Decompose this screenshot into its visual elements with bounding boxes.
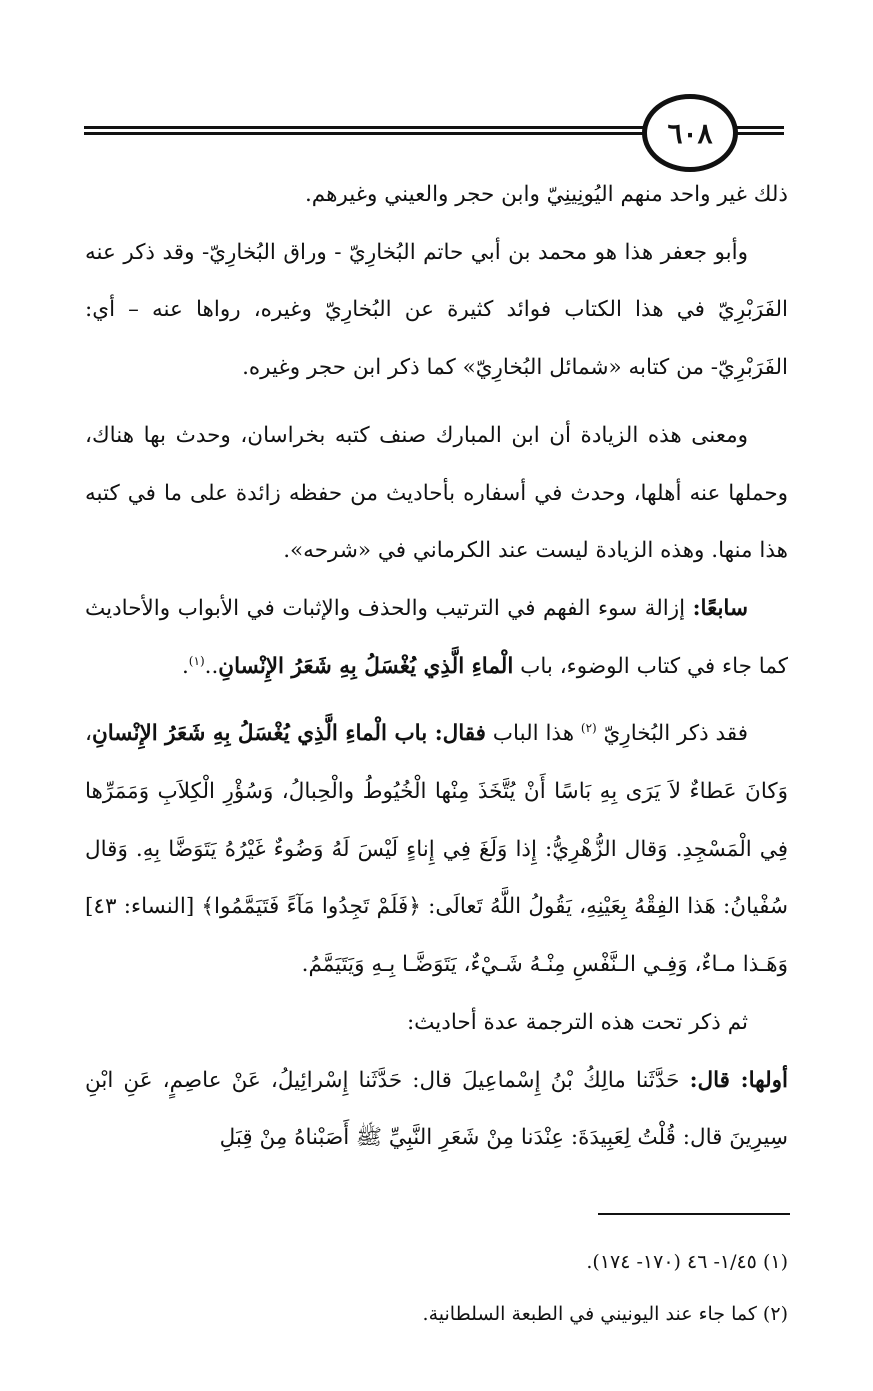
footnote-rule: [598, 1213, 790, 1215]
section-lead: سابعًا:: [692, 595, 748, 621]
paragraph-2: وأبو جعفر هذا هو محمد بن أبي حاتم البُخارِيّ - وراق البُخارِيّ- وقد ذكر عنه الفَرَبْرِيّ في هذا الكتاب فوائد كثيرة عن البُخارِيّ وغيره، رواها عنه – أي: الفَرَبْرِيّ- من كتابه «شمائل البُخارِيّ» كما ذكر ابن حجر وغيره.: [85, 239, 788, 381]
footnote-ref: (٢): [580, 721, 597, 736]
page-number: ٦٠٨: [667, 116, 713, 150]
paragraph-5: فقد ذكر البُخارِيّ $^{(٢)}$ هذا الباب فقال: باب الْماءِ الَّذِي يُغْسَلُ بِهِ شَعَرُ الإِنْسانِ، وَكانَ عَطاءٌ لاَ يَرَى بِهِ بَاسًا أَنْ يُتَّخَذَ مِنْها الْخُيُوطُ والْحِبالُ، وَسُؤْرِ الْكِلاَبِ وَمَمَرِّها فِي الْمَسْجِدِ. وَقال الزُّهْرِيُّ: إِذا وَلَغَ فِي إِناءٍ لَيْسَ لَهُ وَضُوءٌ غَيْرُهُ يَتَوَضَّا بِهِ. وَقال سُفْيانُ: هَذا الفِقْهُ بِعَيْنِهِ، يَقُولُ اللَّهُ تَعالَى: ﴿فَلَمْ تَجِدُوا مَآءً فَتَيَمَّمُوا﴾ [النساء: ٤٣] وَهَـذا مـاءٌ، وَفِـي الـنَّفْسِ مِنْـهُ شَـيْءٌ، يَتَوَضَّـا بِـهِ وَيَتَيَمَّمُ.: [85, 721, 788, 978]
footnote-2: (٢) كما جاء عند اليونيني في الطبعة السلطانية.: [422, 1303, 788, 1325]
main-text: [85, 166, 788, 1167]
paragraph-7: أولها: قال: حَدَّثَنا مالِكُ بْنُ إِسْماعِيلَ قال: حَدَّثَنا إِسْرائِيلُ، عَنْ عاصِمٍ، عَنِ ابْنِ سِيرِينَ قال: قُلْتُ لِعَبِيدَةَ: عِنْدَنا مِنْ شَعَرِ النَّبِيِّ ﷺ أَصَبْناهُ مِنْ قِبَلِ: [85, 1067, 788, 1151]
page-number-badge: [642, 94, 738, 172]
paragraph-6: ثم ذكر تحت هذه الترجمة عدة أحاديث:: [406, 1009, 748, 1035]
paragraph-3: ومعنى هذه الزيادة أن ابن المبارك صنف كتبه بخراسان، وحدث بها هناك، وحملها عنه أهلها، وحدث في أسفاره بأحاديث من حفظه زائدة على ما في كتبه هذا منها. وهذه الزيادة ليست عند الكرماني في «شرحه».: [85, 422, 788, 564]
chapter-title: فقال: باب الْماءِ الَّذِي يُغْسَلُ بِهِ شَعَرُ الإِنْسانِ: [91, 721, 486, 747]
section-lead: أولها: قال:: [689, 1067, 788, 1093]
chapter-title: الْماءِ الَّذِي يُغْسَلُ بِهِ شَعَرُ الإِنْسانِ: [218, 653, 514, 679]
footnote-1: (١) ١/٤٥- ٤٦ (١٧٠- ١٧٤).: [586, 1251, 788, 1273]
page-header: [84, 88, 784, 170]
footnote-ref: (١): [188, 653, 205, 668]
paragraph-1: ذلك غير واحد منهم اليُونِينِيّ وابن حجر والعيني وغيرهم.: [304, 182, 788, 207]
footnotes: [85, 1236, 788, 1340]
paragraph-4: سابعًا: إزالة سوء الفهم في الترتيب والحذف والإثبات في الأبواب والأحاديث كما جاء في كتاب الوضوء، باب الْماءِ الَّذِي يُغْسَلُ بِهِ شَعَرُ الإِنْسانِ..$^{(١)}$.: [85, 595, 788, 679]
